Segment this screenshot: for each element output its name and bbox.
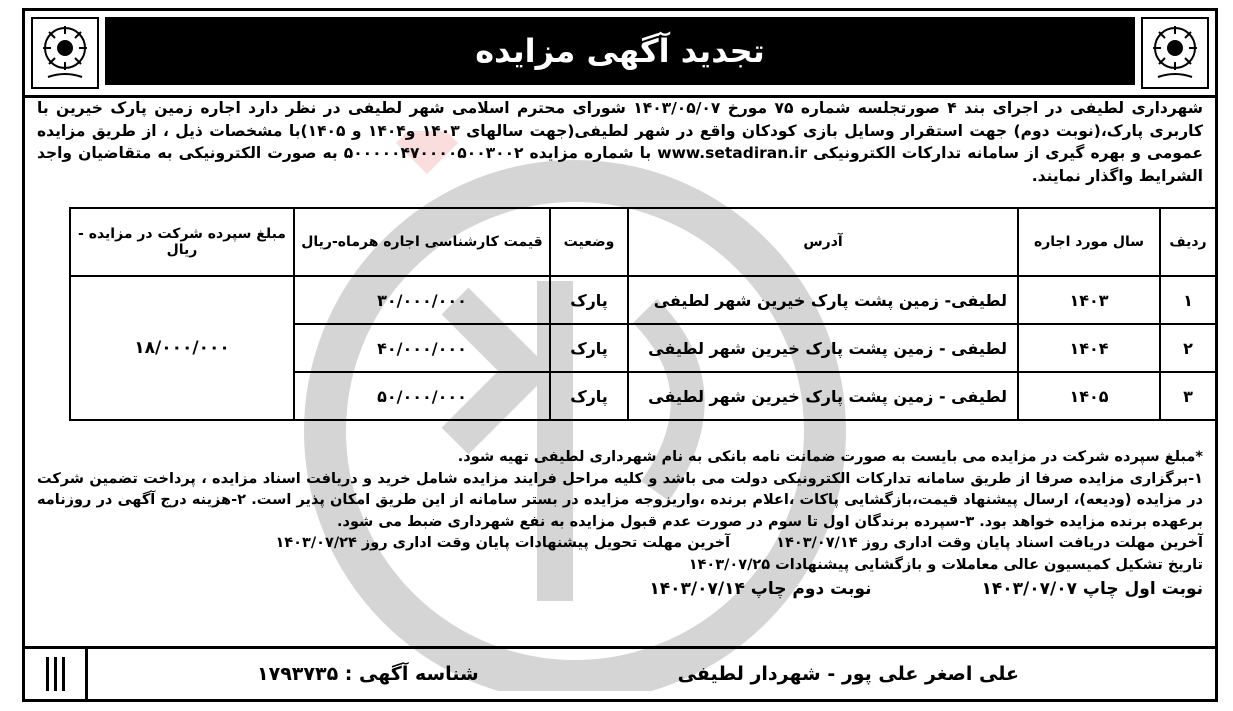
commission-date: تاریخ تشکیل کمیسیون عالی معاملات و بازگشایی پیشنهادات ۱۴۰۳/۰۷/۲۵: [688, 556, 1203, 573]
notice-title: تجدید آگهی مزایده: [475, 32, 765, 70]
deadline-offers: آخرین مهلت تحویل پیشنهادات پایان وقت اداری روز ۱۴۰۳/۰۷/۲۴: [275, 535, 731, 552]
col-header-status: وضعیت: [550, 208, 628, 276]
lease-table: [69, 207, 1217, 421]
cell-year: ۱۴۰۵: [1018, 372, 1160, 420]
second-print-date: نوبت دوم چاپ ۱۴۰۳/۰۷/۱۴: [649, 578, 872, 599]
cell-price: ۳۰/۰۰۰/۰۰۰: [294, 276, 550, 324]
table-header-row: [70, 208, 1216, 276]
cell-row: ۳: [1160, 372, 1216, 420]
cell-price: ۴۰/۰۰۰/۰۰۰: [294, 324, 550, 372]
col-header-year: سال مورد اجاره: [1018, 208, 1160, 276]
barcode-icon: [25, 649, 88, 699]
notes-section: [37, 447, 1203, 600]
organization-name: شهرداری لطیفی: [1069, 99, 1203, 117]
deadlines-row: [37, 533, 1203, 555]
notice-frame: [22, 8, 1218, 702]
cell-status: پارک: [550, 324, 628, 372]
cell-status: پارک: [550, 372, 628, 420]
header: [25, 11, 1215, 98]
col-header-deposit: مبلغ سپرده شرکت در مزایده - ریال: [70, 208, 294, 276]
cell-status: پارک: [550, 276, 628, 324]
first-print-date: نوبت اول چاپ ۱۴۰۳/۰۷/۰۷: [981, 578, 1203, 599]
notice-title-band: [105, 17, 1135, 85]
emblem-icon: [38, 23, 92, 83]
intro-text-b: با شماره مزایده ۵۰۰۰۰۰۴۷۰۰۰۰۵۰۰۳۰۰۲ به صورت الکترونیکی به متقاضیان واجد الشرایط واگذار نمایند.: [37, 144, 1203, 185]
mayor-signature: علی اصغر علی پور - شهردار لطیفی: [677, 663, 1019, 685]
intro-text-a: در اجرای بند ۴ صورتجلسه شماره ۷۵ مورخ ۱۴۰۳/۰۵/۰۷ شورای محترم اسلامی شهر لطیفی در نظر دارد اجاره زمین پارک خیرین با کاربری پارک،(نوبت دوم) جهت استقرار وسایل بازی کودکان واقع در شهر لطیفی(جهت سالهای ۱۴۰۳ و۱۴۰۴ و ۱۴۰۵)با مشخصات ذیل ، از طریق مزایده عمومی و بهره گیری از سامانه تدارکات الکترونیکی: [37, 99, 1203, 162]
cell-row: ۱: [1160, 276, 1216, 324]
municipality-logo-right: [1141, 17, 1209, 89]
cell-row: ۲: [1160, 324, 1216, 372]
municipality-logo-left: [31, 17, 99, 89]
print-rounds: [37, 579, 1203, 601]
cell-address: لطیفی - زمین پشت پارک خیرین شهر لطیفی: [628, 372, 1018, 420]
cell-price: ۵۰/۰۰۰/۰۰۰: [294, 372, 550, 420]
col-header-address: آدرس: [628, 208, 1018, 276]
cell-year: ۱۴۰۳: [1018, 276, 1160, 324]
website-link[interactable]: www.setadiran.ir: [657, 144, 808, 162]
conditions-note: ۱-برگزاری مزایده صرفا از طریق سامانه تدارکات الکترونیکی دولت می باشد و کلیه مراحل فرایند مزایده شامل خرید و دریافت اسناد مزایده ، پرداخت تضمین شرکت در مزایده (ودیعه)، ارسال پیشنهاد قیمت،بازگشایی پاکات ،اعلام برنده ،واریزوجه مزایده در بستر سامانه از این طریق امکان پذیر است. ۲-هزینه درج آگهی در روزنامه برعهده برنده مزایده خواهد بود. ۳-سپرده برندگان اول تا سوم در صورت عدم قبول مزایده به نفع شهرداری ضبط می شود.: [37, 470, 1203, 530]
deposit-note: *مبلغ سپرده شرکت در مزایده می بایست به صورت ضمانت نامه بانکی به نام شهرداری لطیفی تهیه شود.: [457, 449, 1203, 465]
intro-paragraph: [37, 97, 1203, 187]
cell-deposit: ۱۸/۰۰۰/۰۰۰: [70, 276, 294, 420]
footer: [25, 646, 1215, 699]
cell-year: ۱۴۰۴: [1018, 324, 1160, 372]
emblem-icon: [1148, 23, 1202, 83]
col-header-price: قیمت کارشناسی اجاره هرماه-ریال: [294, 208, 550, 276]
cell-address: لطیفی - زمین پشت پارک خیرین شهر لطیفی: [628, 324, 1018, 372]
cell-address: لطیفی- زمین پشت پارک خیرین شهر لطیفی: [628, 276, 1018, 324]
col-header-row: ردیف: [1160, 208, 1216, 276]
table-row: [70, 276, 1216, 324]
ad-code: شناسه آگهی : ۱۷۹۳۷۳۵: [257, 663, 479, 685]
deadline-documents: آخرین مهلت دریافت اسناد پایان وقت اداری روز ۱۴۰۳/۰۷/۱۴: [776, 535, 1203, 552]
